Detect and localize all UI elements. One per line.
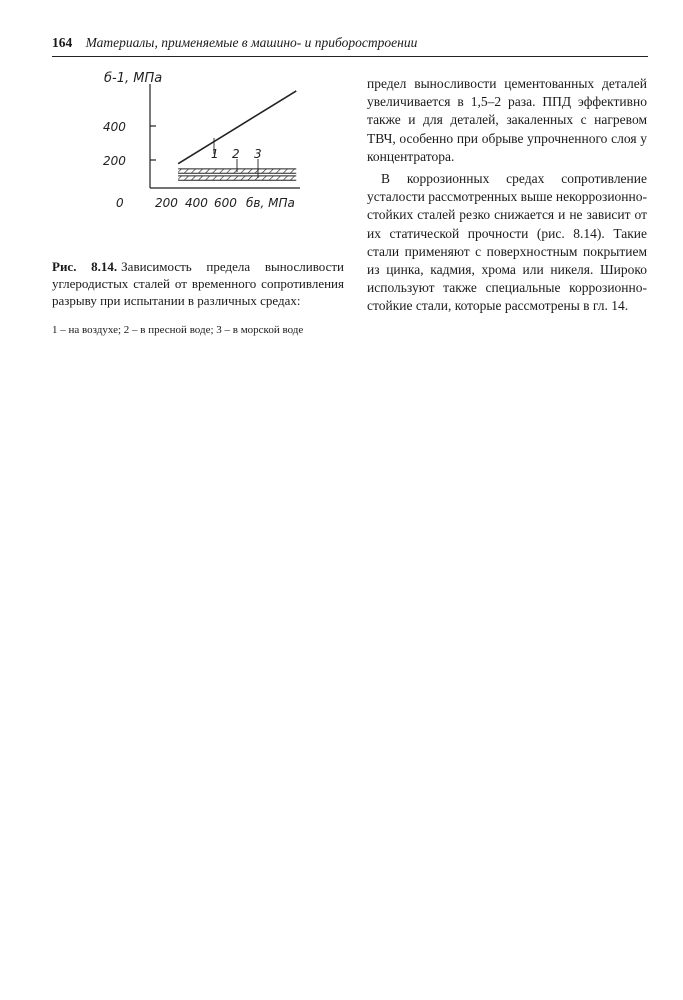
body-column <box>367 75 647 316</box>
series-3-band <box>178 176 296 180</box>
y-tick-label-200: 200 <box>103 154 126 168</box>
paragraph-1: предел выносливости цементованных деталей увеличивается в 1,5–2 раза. ППД эффективно также и для деталей, закаленных с нагревом ТВЧ, особенно при обрыве упрочненного слоя у концентратора. <box>367 76 647 164</box>
caption-legend: 1 – на воздухе; 2 – в пресной воде; 3 – в морской воде <box>52 324 304 336</box>
x-tick-label-400: 400 <box>185 196 208 210</box>
curve-label-1: 1 <box>211 147 219 161</box>
x-tick-label-200: 200 <box>155 196 178 210</box>
curve-label-2: 2 <box>232 147 240 161</box>
x-tick-label-600: 600 <box>214 196 237 210</box>
running-head <box>52 34 652 52</box>
figure-number: Рис. 8.14. <box>52 259 118 274</box>
y-tick-label-400: 400 <box>103 120 126 134</box>
y-axis-label: б-1, МПа <box>104 71 163 86</box>
chart-svg <box>100 66 320 226</box>
x-axis-label: бв, МПа <box>246 196 295 210</box>
header-rule <box>52 56 648 57</box>
curve-label-3: 3 <box>254 147 262 161</box>
page-number: 164 <box>52 35 73 50</box>
origin-label: 0 <box>116 196 124 210</box>
figure-caption <box>52 258 344 309</box>
caption-text: Зависимость предела выносливости углеродистых сталей от временного сопротивления разрыву при испытании в различных средах: <box>52 259 344 308</box>
paragraph-2: В коррозионных средах сопротивление усталости рассмотренных выше некоррозионно-стойких сталей резко снижается и не зависит от их статической прочности (рис. 8.14). Такие стали применяют с поверхностным покрытием из цинка, кадмия, хрома или никеля. Широко используют также специальные коррозионно-стойкие стали, которые рассмотрены в гл. 14. <box>367 171 647 314</box>
figure-8-14 <box>100 66 320 226</box>
running-title: Материалы, применяемые в машино- и приборостроении <box>85 35 418 50</box>
